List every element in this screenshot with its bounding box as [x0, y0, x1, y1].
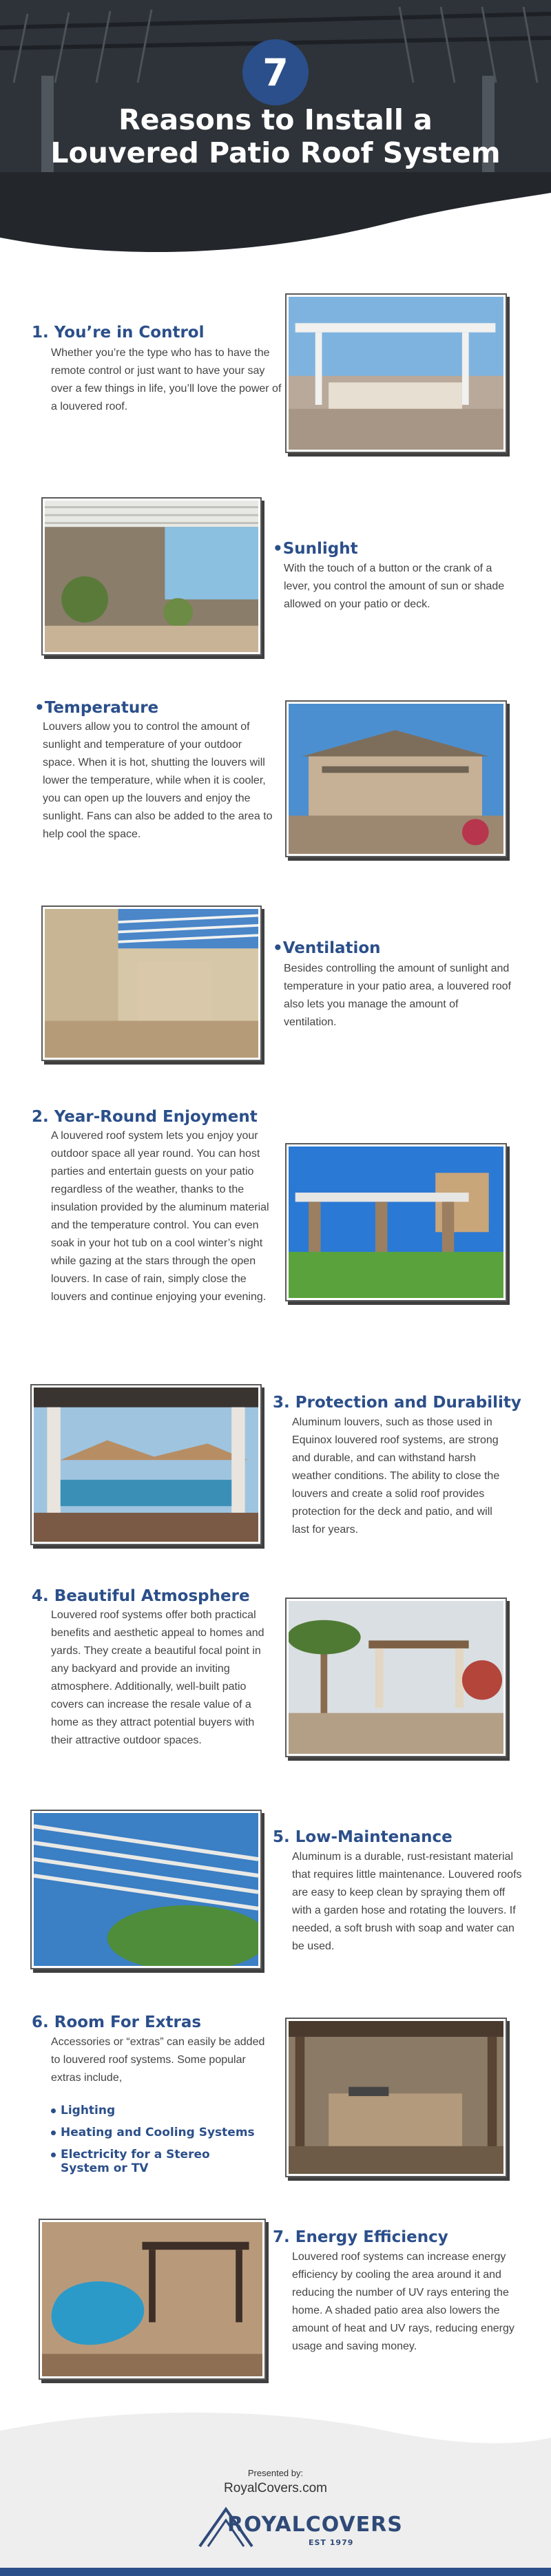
- pool-mountains-image: [34, 1388, 258, 1542]
- presented-by-label: Presented by:: [247, 2468, 304, 2478]
- logo-wordmark: ROYALCOVERS: [227, 2513, 403, 2537]
- section-heading: 2. Year-Round Enjoyment: [32, 1108, 258, 1126]
- louvered-patio-with-plants-image: [45, 501, 258, 652]
- section-heading: 4. Beautiful Atmosphere: [32, 1587, 250, 1605]
- section-heading: 1. You’re in Control: [32, 324, 205, 342]
- white-pergola-image: [289, 297, 503, 450]
- website-link[interactable]: RoyalCovers.com: [224, 2481, 327, 2495]
- section-heading: •Sunlight: [273, 540, 358, 558]
- patio-photo: [30, 1810, 262, 1969]
- section-heading: •Temperature: [34, 699, 159, 717]
- patio-photo: [39, 2219, 266, 2380]
- section-heading: 6. Room For Extras: [32, 2013, 202, 2031]
- page-title-line-1: Reasons to Install a: [118, 103, 433, 136]
- reason-count-badge: 7: [242, 39, 309, 105]
- section-body: With the touch of a button or the crank of a lever, you control the amount of sun or shade allowed on your patio or deck.: [284, 563, 505, 610]
- section-body: Besides controlling the amount of sunlight and temperature in your patio area, a louvered roof also lets you manage the amount of ventilation.: [284, 963, 511, 1028]
- side-yard-louvers-image: [45, 909, 258, 1058]
- patio-photo: [285, 293, 507, 453]
- section-body: Aluminum louvers, such as those used in Equinox louvered roof systems, are strong and durable, and can withstand harsh weather conditions. The ability to close the louvers and create a solid roof provides protection for the deck and patio, and will last for years.: [292, 1416, 500, 1536]
- section-body: Louvers allow you to control the amount of sunlight and temperature of your outdoor space. When it is hot, shutting the louvers will lower the temperature, while when it is cooler, you can open up the louvers and enjoy the sunlight. Fans can also be added to the area to help cool the space.: [43, 721, 273, 840]
- section-heading: 5. Low-Maintenance: [273, 1828, 453, 1846]
- extras-list-item: Lighting: [51, 2104, 258, 2117]
- patio-photo: [30, 1384, 262, 1545]
- hero-wave-divider: [0, 158, 551, 258]
- section-heading: •Ventilation: [273, 939, 381, 957]
- extras-list-item: Heating and Cooling Systems: [51, 2126, 258, 2139]
- palm-tree-fire-pit-image: [289, 1601, 503, 1754]
- footer-accent-bar: [0, 2568, 551, 2576]
- extras-list: [51, 2104, 258, 2184]
- patio-photo: [41, 905, 262, 1061]
- louvers-closeup-palm-image: [34, 1813, 258, 1966]
- hero-banner: [0, 0, 551, 258]
- section-body: Louvered roof systems offer both practical benefits and aesthetic appeal to homes and yards. They create a beautiful focal point in any backyard and provide an inviting atmosphere. Additionally, well-built patio covers can increase the resale value of a home as they attract potential buyers with their attractive outdoor spaces.: [51, 1609, 264, 1746]
- section-body: Aluminum is a durable, rust-resistant material that requires little maintenance. Louvered roofs are easy to keep clean by spraying them off with a garden hose and rotating the louvers. If needed, a soft brush with soap and water can be used.: [292, 1851, 522, 1952]
- stone-columns-lawn-image: [289, 1146, 503, 1298]
- logo-established: EST 1979: [309, 2538, 354, 2547]
- patio-photo: [285, 1143, 507, 1301]
- house-pergola-image: [289, 704, 503, 854]
- extras-list-item: Electricity for a Stereo System or TV: [51, 2148, 258, 2175]
- patio-photo: [285, 2018, 507, 2177]
- patio-photo: [285, 700, 507, 857]
- freeform-pool-pergola-image: [42, 2222, 262, 2376]
- section-body: A louvered roof system lets you enjoy your outdoor space all year round. You can host parties and entertain guests on your patio regardless of the weather, thanks to the insulation provided by the aluminum material and the temperature control. You can even soak in your hot tub on a cool winter’s night while gazing at the stars through the open louvers. In case of rain, simply close the louvers and continue enjoying your evening.: [51, 1130, 269, 1303]
- section-heading: 7. Energy Efficiency: [273, 2228, 448, 2246]
- patio-photo: [285, 1598, 507, 1757]
- section-body: Louvered roof systems can increase energy efficiency by cooling the area around it and reducing the number of UV rays entering the home. A shaded patio area also lowers the amount of heat and UV rays, reducing energy usage and saving money.: [292, 2251, 514, 2352]
- section-body: Whether you’re the type who has to have the remote control or just want to have your say over a few things in life, you’ll love the power of a louvered roof.: [51, 347, 282, 412]
- outdoor-kitchen-image: [289, 2021, 503, 2174]
- section-body: Accessories or “extras” can easily be added to louvered roof systems. Some popular extras include,: [51, 2036, 265, 2084]
- patio-photo: [41, 497, 262, 656]
- page-title-line-2: Louvered Patio Roof System: [50, 136, 501, 169]
- section-heading: 3. Protection and Durability: [273, 1394, 521, 1412]
